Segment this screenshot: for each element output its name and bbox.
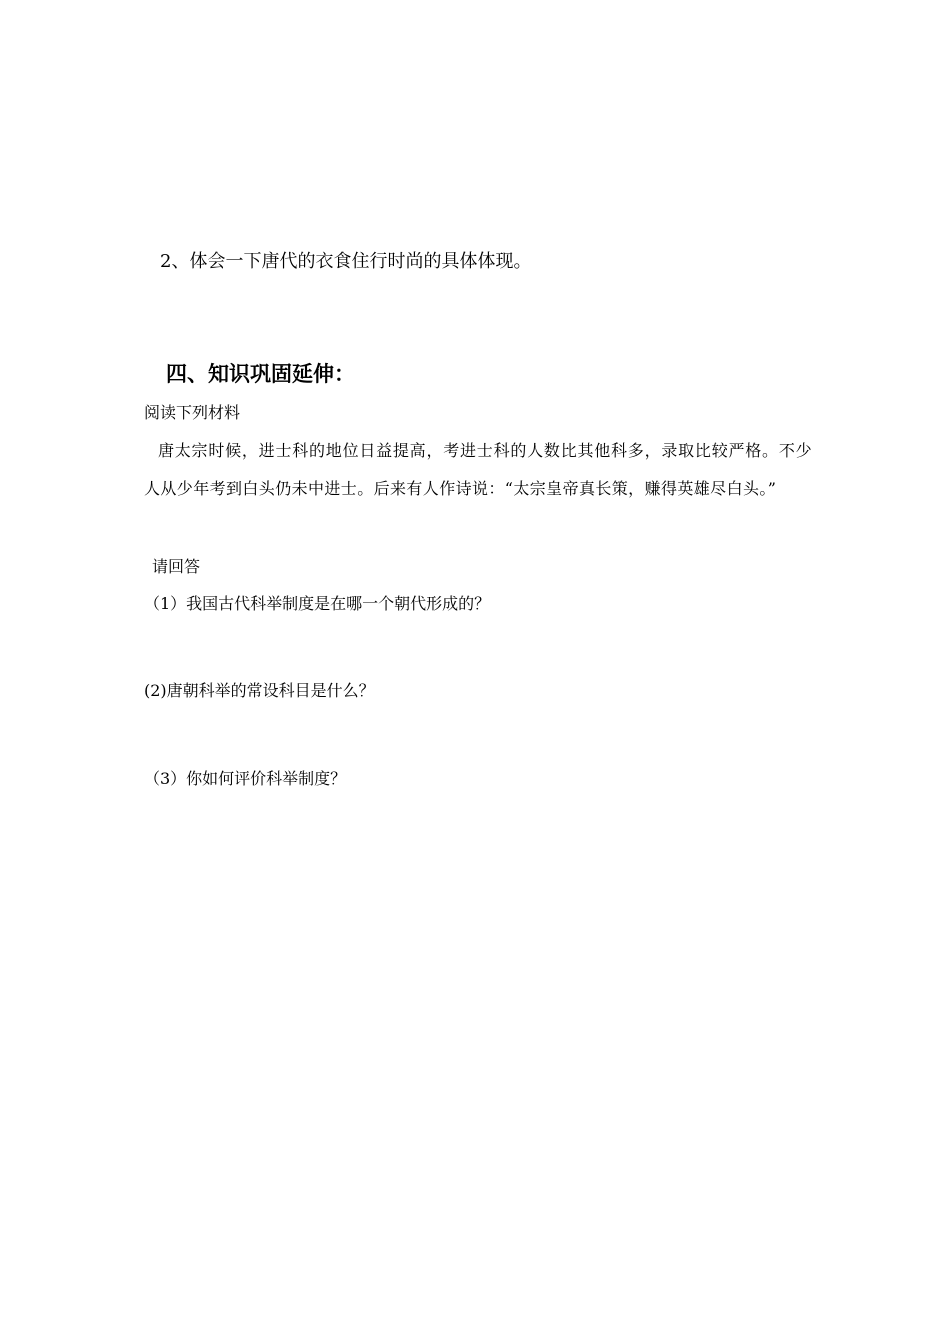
read-material-label: 阅读下列材料 <box>144 403 241 422</box>
question-3: （3）你如何评价科举制度？ <box>144 769 347 788</box>
answer-prompt: 请回答 <box>152 557 201 576</box>
question-1: （1）我国古代科举制度是在哪一个朝代形成的？ <box>144 594 491 613</box>
section-heading: 四、知识巩固延伸： <box>166 362 355 386</box>
question-2: (2)唐朝科举的常设科目是什么？ <box>144 681 375 700</box>
material-paragraph: 唐太宗时候，进士科的地位日益提高，考进士科的人数比其他科多，录取比较严格。不少人从少年考到白头仍未中进士。后来有人作诗说：“太宗皇帝真长策，赚得英雄尽白头。” <box>144 441 812 498</box>
task-item-2: 2、体会一下唐代的衣食住行时尚的具体体现。 <box>160 251 532 272</box>
